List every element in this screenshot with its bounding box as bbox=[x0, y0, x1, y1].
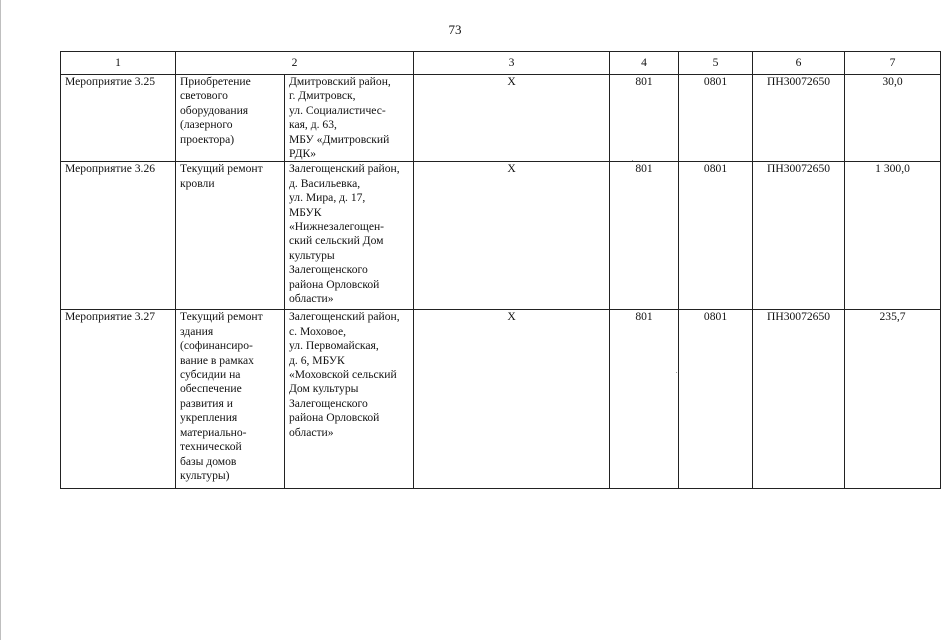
location-cell bbox=[285, 162, 414, 310]
col6-cell: ПН30072650 bbox=[753, 162, 845, 310]
measure-cell: Мероприятие 3.27 bbox=[61, 310, 176, 489]
col7-cell: 1 300,0 bbox=[845, 162, 941, 310]
col6-cell: ПН30072650 bbox=[753, 75, 845, 162]
header-cell-7: 7 bbox=[845, 52, 941, 75]
description-text: Приобретение светового оборудования (лазерного проектора) bbox=[180, 75, 251, 146]
description-text: Текущий ремонт кровли bbox=[180, 162, 263, 190]
measure-cell: Мероприятие 3.26 bbox=[61, 162, 176, 310]
header-cell-4: 4 bbox=[610, 52, 679, 75]
header-cell-6: 6 bbox=[753, 52, 845, 75]
col7-cell: 30,0 bbox=[845, 75, 941, 162]
location-text: Залегощенский район, д. Васильевка, ул. Мира, д. 17, МБУК «Нижнезалегощен- ский сельский Дом культуры Залегощенского района Орловской области» bbox=[289, 162, 400, 306]
description-cell bbox=[176, 310, 285, 489]
page-number: 73 bbox=[448, 22, 462, 37]
description-cell bbox=[176, 75, 285, 162]
budget-table bbox=[60, 51, 941, 489]
location-text: Залегощенский район, с. Моховое, ул. Первомайская, д. 6, МБУК «Моховской сельский Дом культуры Залегощенского района Орловской области» bbox=[289, 310, 400, 439]
col4-cell: 801 bbox=[610, 75, 679, 162]
col5-cell: 0801 bbox=[679, 162, 753, 310]
description-text: Текущий ремонт здания (софинансиро- вание в рамках субсидии на обеспечение развития и укрепления материально- технической базы домов культуры) bbox=[180, 310, 263, 482]
table-row bbox=[61, 310, 941, 489]
location-cell bbox=[285, 310, 414, 489]
col6-cell: ПН30072650 bbox=[753, 310, 845, 489]
location-text: Дмитровский район, г. Дмитровск, ул. Социалистичес- кая, д. 63, МБУ «Дмитровский РДК» bbox=[289, 75, 391, 161]
description-cell bbox=[176, 162, 285, 310]
col7-cell: 235,7 bbox=[845, 310, 941, 489]
measure-cell: Мероприятие 3.25 bbox=[61, 75, 176, 162]
header-cell-1: 1 bbox=[61, 52, 176, 75]
header-cell-3: 3 bbox=[414, 52, 610, 75]
col3-cell: Х bbox=[414, 310, 610, 489]
table-row bbox=[61, 75, 941, 162]
col4-cell: 801 bbox=[610, 310, 679, 489]
col3-cell: Х bbox=[414, 162, 610, 310]
table-row bbox=[61, 162, 941, 310]
location-cell bbox=[285, 75, 414, 162]
header-cell-2: 2 bbox=[176, 52, 414, 75]
col3-cell: Х bbox=[414, 75, 610, 162]
col5-cell: 0801 bbox=[679, 310, 753, 489]
col5-cell: 0801 bbox=[679, 75, 753, 162]
header-cell-5: 5 bbox=[679, 52, 753, 75]
table-header-row bbox=[61, 52, 941, 75]
scan-edge-line bbox=[0, 0, 1, 640]
col4-cell: 801 bbox=[610, 162, 679, 310]
